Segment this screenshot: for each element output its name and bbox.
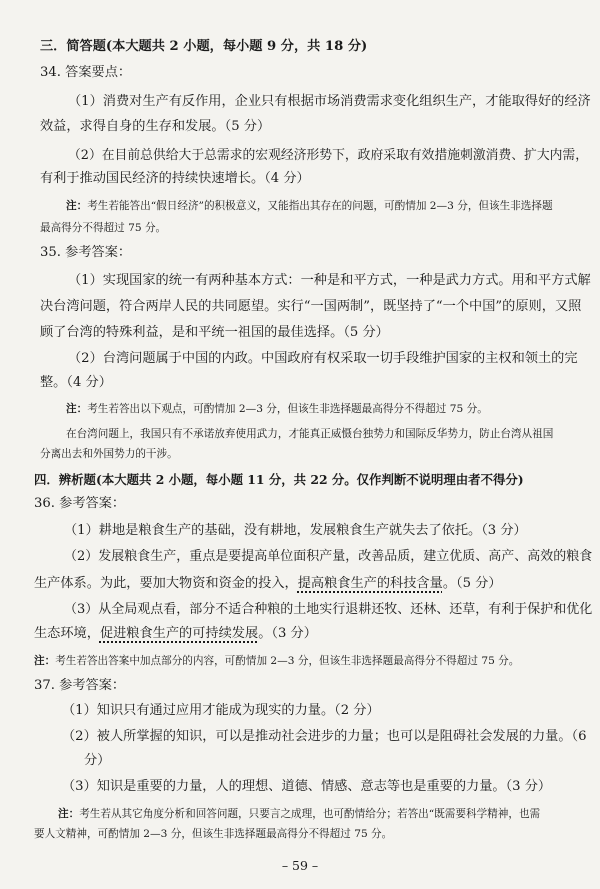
q34-note-line2: 最高得分不得超过 75 分。 (40, 222, 167, 234)
q35-p1-line3: 顾了台湾的特殊利益，是和平统一祖国的最佳选择。（5 分） (40, 325, 389, 340)
q35-p2-line2: 整。（4 分） (40, 375, 112, 390)
text-segment: 生态环境， (34, 626, 100, 641)
note-text: 考生若从其它角度分析和回答问题，只要言之成理，也可酌情给分；若答出“既需要科学精神，也需 (79, 808, 541, 820)
q36-p2-line2 (34, 575, 502, 593)
emphasized-text: 促进粮食生产的可持续发展 (99, 626, 259, 641)
q35-p1-line2: 决台湾问题，符合两岸人民的共同愿望。实行“一国两制”，既坚持了“一个中国”的原则，又照 (40, 299, 582, 314)
q37-p1: （1）知识只有通过应用才能成为现实的力量。（2 分） (62, 703, 380, 718)
q34-title: 34. 答案要点： (40, 65, 132, 80)
q35-note-line1 (66, 401, 488, 417)
note-text: 考生若答出答案中加点部分的内容，可酌情加 2—3 分，但该生非选择题最高得分不得超过 75 分。 (55, 655, 520, 667)
q37-note-line1 (58, 806, 540, 822)
q34-p1-line2: 效益，求得自身的生存和发展。（5 分） (40, 119, 271, 134)
q37-p2-line2: 分） (84, 753, 111, 768)
section-3-heading: 三．简答题(本大题共 2 小题，每小题 9 分，共 18 分) (40, 39, 368, 54)
page-number: – 59 – (281, 858, 319, 873)
q37-title: 37. 参考答案： (34, 678, 126, 693)
q35-p2-line1: （2）台湾问题属于中国的内政。中国政府有权采取一切手段维护国家的主权和领土的完 (68, 351, 578, 366)
text-segment: 。（3 分） (258, 626, 317, 641)
note-label: 注： (34, 655, 56, 667)
q36-p3-line1: （3）从全局观点看，部分不适合种粮的土地实行退耕还牧、还林、还草，有利于保护和优化 (64, 602, 593, 617)
q36-p1: （1）耕地是粮食生产的基础，没有耕地，发展粮食生产就失去了依托。（3 分） (64, 523, 527, 538)
q37-note-line2: 要人文精神，可酌情加 2—3 分，但该生非选择题最高得分不得超过 75 分。 (34, 828, 393, 840)
note-text: 考生若答出以下观点，可酌情加 2—3 分，但该生非选择题最高得分不得超过 75 分。 (87, 403, 488, 415)
q34-p2-line2: 有利于推动国民经济的持续快速增长。（4 分） (40, 171, 310, 186)
q35-note-line2: 在台湾问题上，我国只有不承诺放弃使用武力，才能真正威慑台独势力和国际反华势力，防止台湾从祖国 (66, 428, 554, 440)
text-segment: 。（5 分） (442, 576, 502, 591)
q37-p2-line1: （2）被人所掌握的知识，可以是推动社会进步的力量；也可以是阻碍社会发展的力量。（6 (62, 729, 587, 744)
note-text: 考生若能答出“假日经济”的积极意义，又能指出其存在的问题，可酌情加 2—3 分，但该生非选择题 (87, 200, 553, 212)
section-4-heading: 四．辨析题(本大题共 2 小题，每小题 11 分，共 22 分。仅作判断不说明理由者不得分) (34, 472, 524, 487)
q36-note (34, 653, 519, 669)
q35-note-line3: 分离出去和外国势力的干涉。 (40, 448, 178, 460)
q34-p2-line1: （2）在目前总供给大于总需求的宏观经济形势下，政府采取有效措施刺激消费、扩大内需， (68, 148, 589, 163)
note-label: 注： (66, 403, 88, 415)
q35-title: 35. 参考答案： (40, 245, 132, 260)
q36-p3-line2 (34, 625, 317, 643)
q37-p3: （3）知识是重要的力量，人的理想、道德、情感、意志等也是重要的力量。（3 分） (62, 779, 552, 794)
q35-p1-line1: （1）实现国家的统一有两种基本方式：一种是和平方式，一种是武力方式。用和平方式解 (68, 273, 591, 288)
note-label: 注： (58, 808, 80, 820)
q34-p1-line1: （1）消费对生产有反作用，企业只有根据市场消费需求变化组织生产，才能取得好的经济 (68, 94, 591, 109)
q36-title: 36. 参考答案： (34, 496, 126, 511)
q36-p2-line1: （2）发展粮食生产，重点是要提高单位面积产量，改善品质，建立优质、高产、高效的粮食 (64, 549, 593, 564)
emphasized-text: 提高粮食生产的科技含量 (297, 576, 443, 591)
text-segment: 生产体系。为此，要加大物资和资金的投入， (34, 576, 298, 591)
q34-note-line1 (66, 198, 553, 214)
note-label: 注： (66, 200, 88, 212)
